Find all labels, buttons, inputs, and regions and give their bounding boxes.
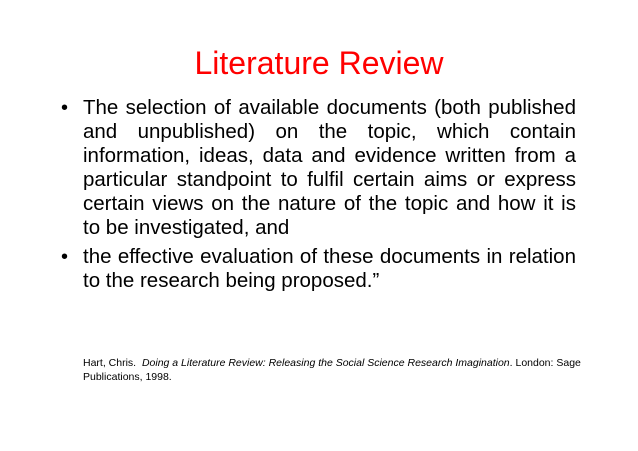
citation	[83, 356, 583, 384]
bullet-text: the effective evaluation of these documents in relation to the research being proposed.”	[83, 245, 576, 292]
citation-publisher: . London: Sage Publications, 1998.	[83, 357, 581, 383]
bullet-list	[61, 96, 576, 293]
citation-author: Hart, Chris.	[83, 357, 137, 369]
citation-book-title: Doing a Literature Review: Releasing the Social Science Research Imagination	[141, 357, 510, 369]
bullet-text: The selection of available documents (both published and unpublished) on the topic, which contain information, ideas, data and evidence written from a particular standpoint to fulfil certain aims or express certain views on the nature of the topic and how it is to be investigated, and	[83, 96, 576, 239]
bullet-marker-icon: •	[61, 97, 69, 119]
bullet-item	[61, 96, 576, 240]
slide-title: Literature Review	[194, 45, 444, 81]
bullet-item	[61, 245, 576, 293]
bullet-marker-icon: •	[61, 246, 69, 268]
